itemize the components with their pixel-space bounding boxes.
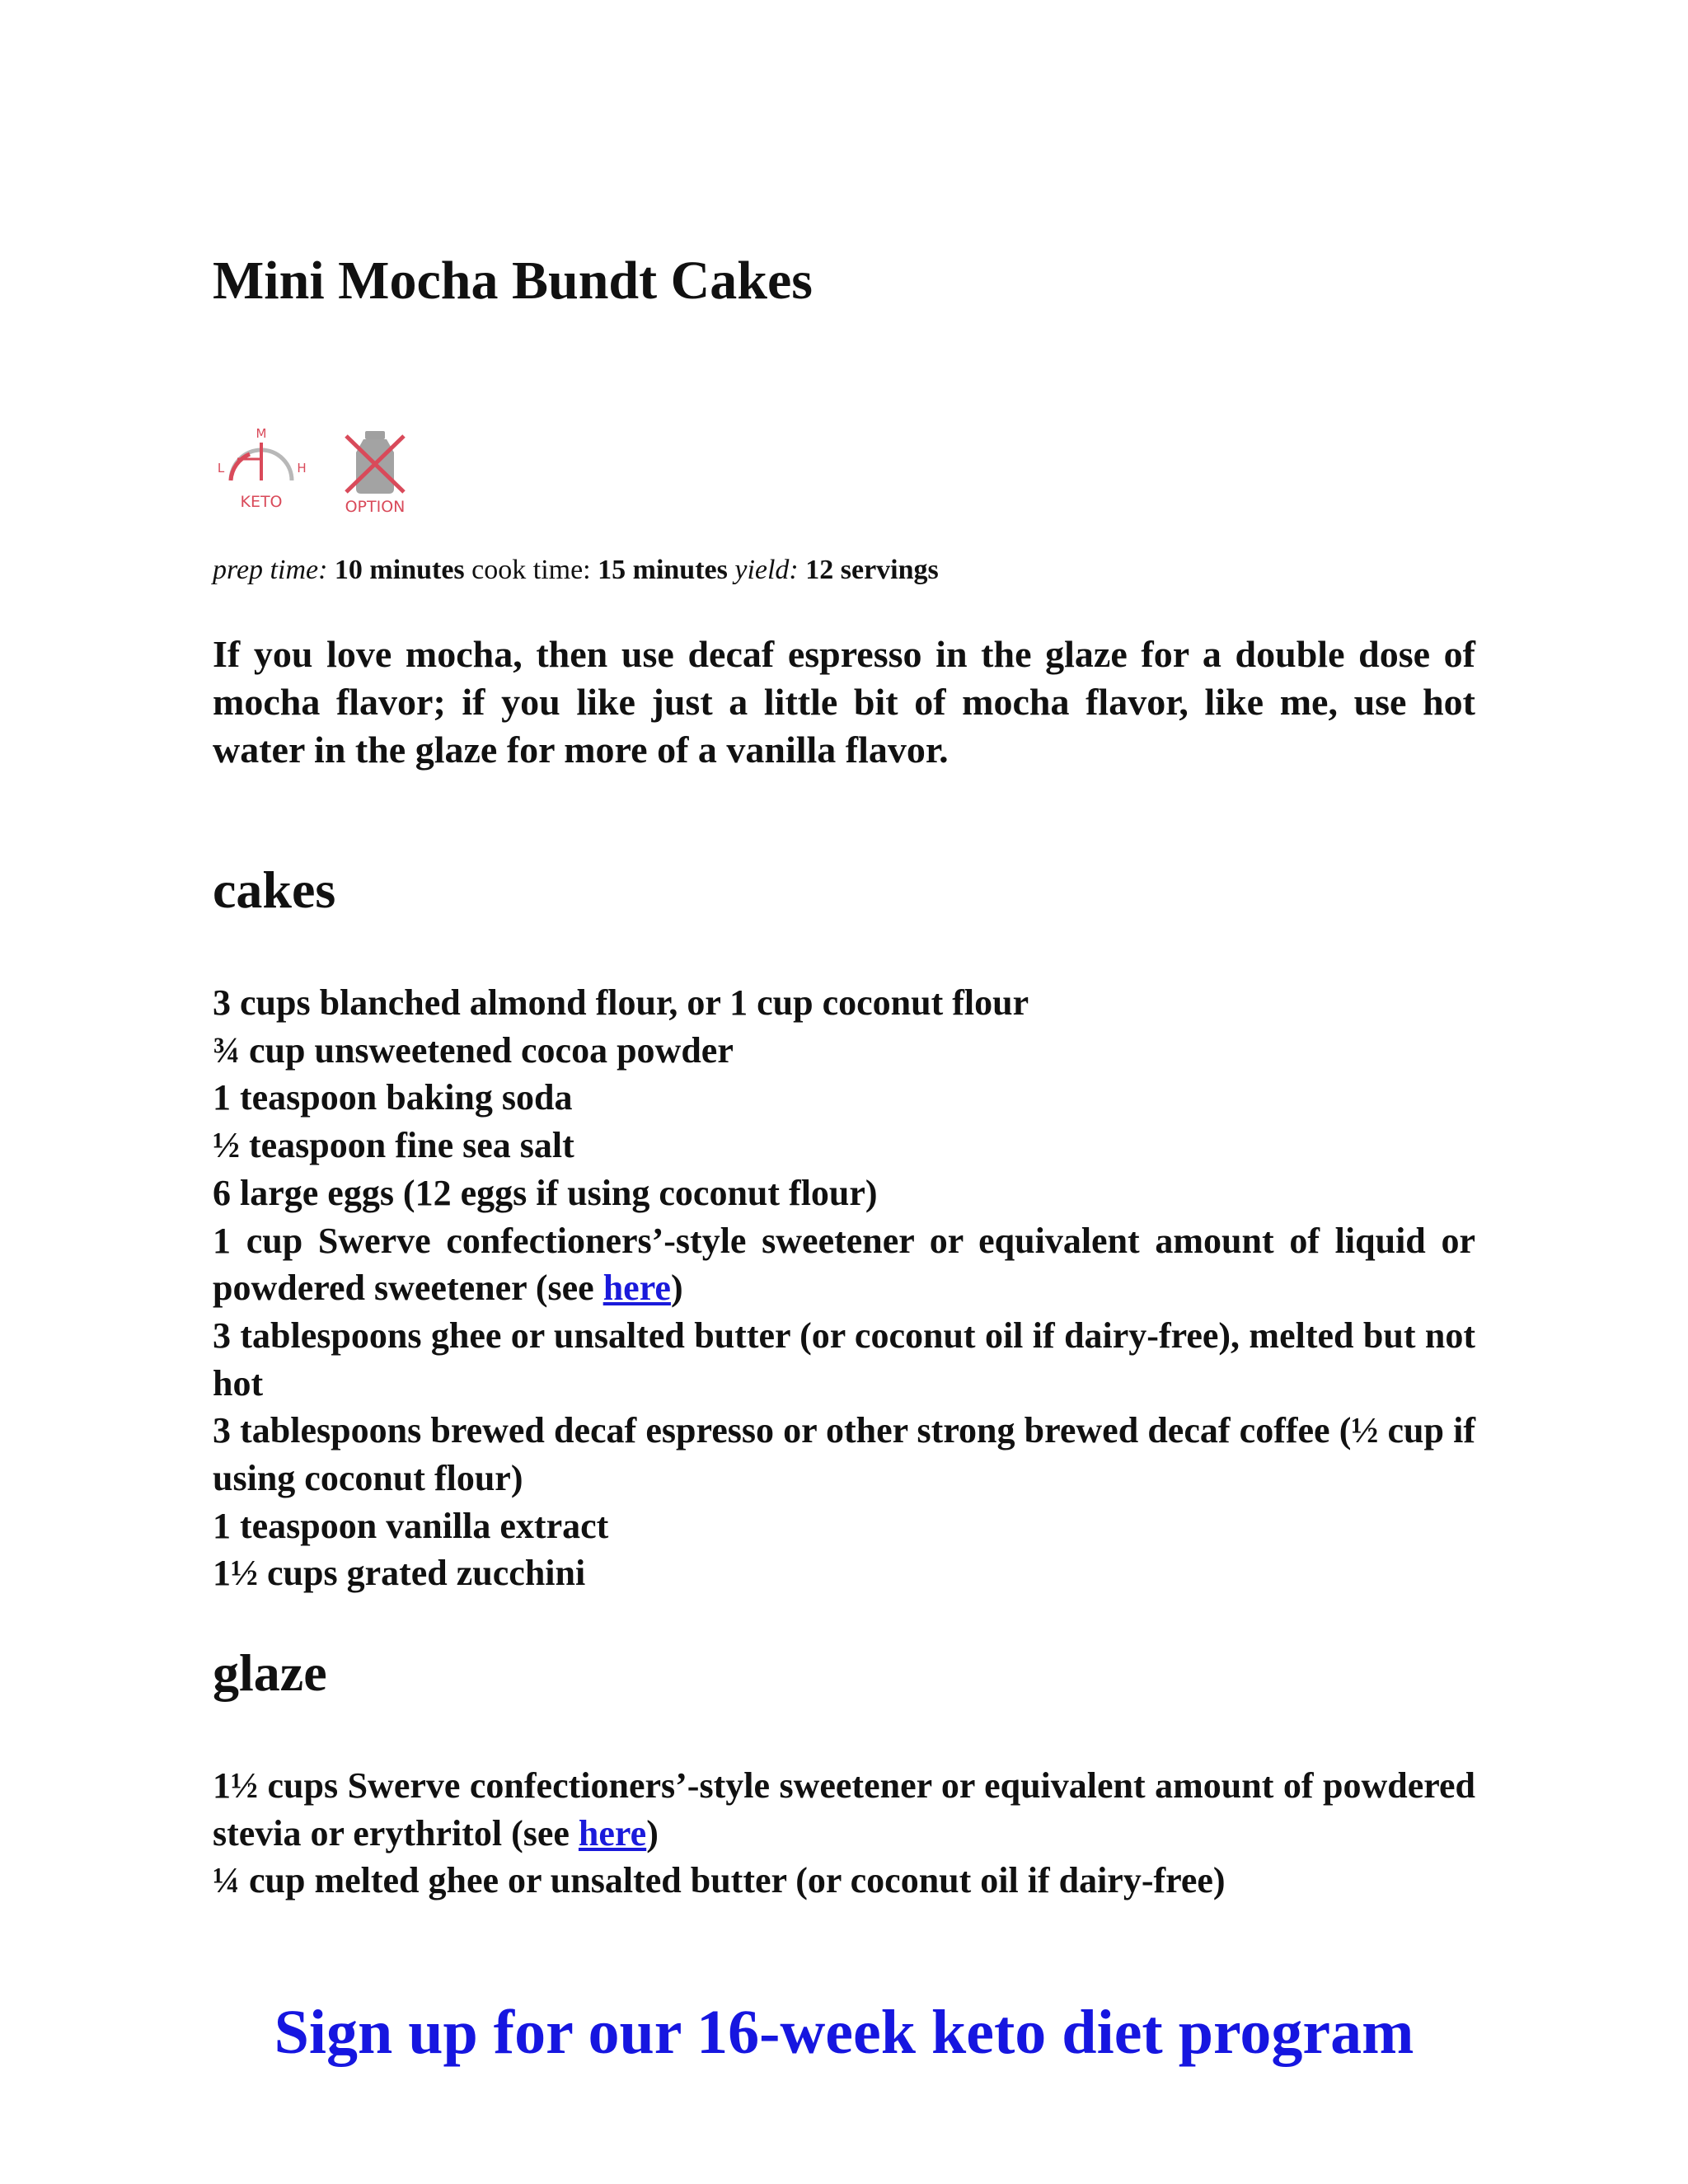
keto-badge-label: KETO xyxy=(240,493,283,511)
dairy-option-icon xyxy=(326,424,424,522)
yield-label: yield: xyxy=(734,555,799,585)
ingredient-item: 3 cups blanched almond flour, or 1 cup coconut flour xyxy=(213,982,1029,1023)
section-heading-glaze: glaze xyxy=(213,1643,327,1702)
ingredient-item: 1 cup Swerve confectioners’-style sweetener or equivalent amount of liquid or powdered sweetener (see here) xyxy=(213,1220,1475,1309)
gauge-label-right: H xyxy=(297,461,307,476)
sweetener-here-link[interactable]: here xyxy=(603,1268,671,1309)
gauge-label-middle: M xyxy=(256,426,267,441)
signup-program-link[interactable]: Sign up for our 16-week keto diet program xyxy=(274,1998,1414,2067)
cook-time-value: 15 minutes xyxy=(598,555,728,585)
recipe-meta xyxy=(213,552,939,588)
option-badge-label: OPTION xyxy=(345,498,406,516)
ingredient-item: ¾ cup unsweetened cocoa powder xyxy=(213,1029,734,1071)
dairy-option-badge xyxy=(326,424,424,522)
gauge-label-left: L xyxy=(217,461,225,476)
diet-badges xyxy=(213,424,424,522)
keto-badge xyxy=(213,424,310,522)
ingredient-item: 1½ cups Swerve confectioners’-style sweetener or equivalent amount of powdered stevia or erythritol (see here) xyxy=(213,1765,1475,1854)
keto-meter-icon xyxy=(213,424,310,522)
prep-time-label: prep time: xyxy=(213,555,328,585)
ingredient-item: 1 teaspoon vanilla extract xyxy=(213,1505,609,1546)
ingredient-item: ½ teaspoon fine sea salt xyxy=(213,1125,574,1166)
cook-time-label: cook time: xyxy=(471,555,591,585)
section-heading-cakes: cakes xyxy=(213,860,336,919)
ingredient-item: 1 teaspoon baking soda xyxy=(213,1077,573,1118)
recipe-intro: If you love mocha, then use decaf espresso in the glaze for a double dose of mocha flavor; if you like just a little bit of mocha flavor, like me, use hot water in the glaze for more of a vanilla flavor. xyxy=(213,633,1475,771)
ingredient-item: 1½ cups grated zucchini xyxy=(213,1553,586,1594)
ingredient-list-cakes xyxy=(213,979,1475,1597)
ingredient-item: 3 tablespoons brewed decaf espresso or other strong brewed decaf coffee (½ cup if using coconut flour) xyxy=(213,1410,1475,1499)
prep-time-value: 10 minutes xyxy=(334,555,465,585)
recipe-title: Mini Mocha Bundt Cakes xyxy=(213,251,813,311)
ingredient-item: 3 tablespoons ghee or unsalted butter (or coconut oil if dairy-free), melted but not hot xyxy=(213,1315,1475,1404)
ingredient-item: ¼ cup melted ghee or unsalted butter (or coconut oil if dairy-free) xyxy=(213,1860,1226,1901)
yield-value: 12 servings xyxy=(805,555,939,585)
ingredient-list-glaze xyxy=(213,1762,1475,1905)
ingredient-item: 6 large eggs (12 eggs if using coconut flour) xyxy=(213,1172,878,1213)
stevia-here-link[interactable]: here xyxy=(578,1812,647,1854)
